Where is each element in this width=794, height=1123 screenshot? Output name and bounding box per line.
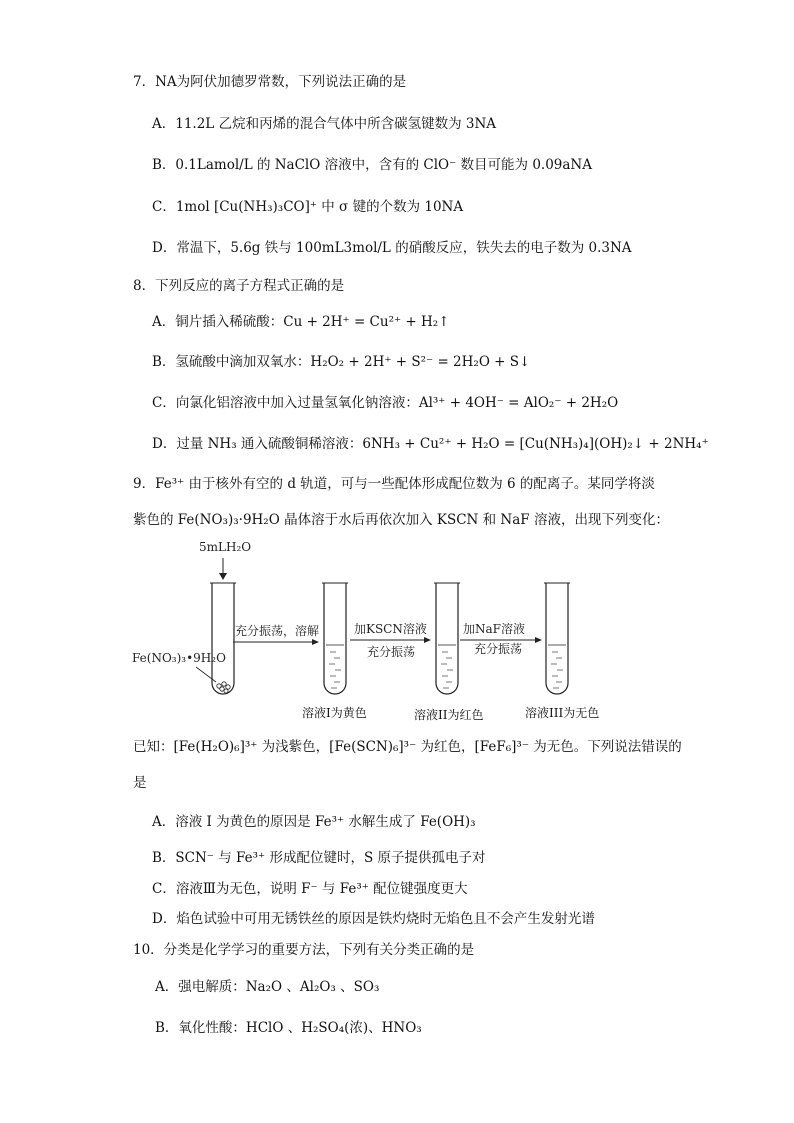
q7-option-b: B．0.1Lamol/L 的 NaClO 溶液中，含有的 ClO⁻ 数目可能为 0.09aNA <box>152 157 592 173</box>
test-tube-1 <box>210 583 236 694</box>
q8-option-a: A．铜片插入稀硫酸：Cu + 2H⁺ = Cu²⁺ + H₂↑ <box>152 314 450 330</box>
q10-stem: 10．分类是化学学习的重要方法，下列有关分类正确的是 <box>133 942 475 958</box>
q9-known-line1: 已知：[Fe(H₂O)₆]³⁺ 为浅紫色，[Fe(SCN)₆]³⁻ 为红色，[FeF₆]³⁻ 为无色。下列说法错误的 <box>133 739 682 755</box>
q8-option-b: B．氢硫酸中滴加双氧水：H₂O₂ + 2H⁺ + S²⁻ = 2H₂O + S↓ <box>152 354 531 370</box>
q9-option-d: D．焰色试验中可用无锈铁丝的原因是铁灼烧时无焰色且不会产生发射光谱 <box>152 911 595 927</box>
q9-known-line2: 是 <box>133 775 147 791</box>
q7-option-a: A．11.2L 乙烷和丙烯的混合气体中所含碳氢键数为 3NA <box>152 116 497 132</box>
q8-option-c: C．向氯化铝溶液中加入过量氢氧化钠溶液：Al³⁺ + 4OH⁻ = AlO₂⁻ + 2H₂O <box>152 395 619 411</box>
q9-stem-line1: 9．Fe³⁺ 由于核外有空的 d 轨道，可与一些配体形成配位数为 6 的配离子。某同学将淡 <box>133 476 655 492</box>
q9-option-a: A．溶液 I 为黄色的原因是 Fe³⁺ 水解生成了 Fe(OH)₃ <box>152 814 476 830</box>
q10-option-b: B．氧化性酸：HClO 、H₂SO₄(浓)、HNO₃ <box>155 1020 422 1036</box>
arrow2-top-label: 加KSCN溶液 <box>354 622 427 636</box>
water-label: 5mLH₂O <box>199 540 252 554</box>
q8-option-d: D．过量 NH₃ 通入硫酸铜稀溶液：6NH₃ + Cu²⁺ + H₂O = [Cu(NH₃)₄](OH)₂↓ + 2NH₄⁺ <box>152 436 709 452</box>
q9-stem-line2: 紫色的 Fe(NO₃)₃·9H₂O 晶体溶于水后再依次加入 KSCN 和 NaF 溶液，出现下列变化： <box>133 512 669 528</box>
tube3-label: 溶液III为无色 <box>525 706 600 720</box>
test-tube-2 <box>322 583 348 694</box>
q9-option-b: B．SCN⁻ 与 Fe³⁺ 形成配位键时，S 原子提供孤电子对 <box>152 850 486 866</box>
arrow3-bottom-label: 充分振荡 <box>474 642 523 656</box>
q7-option-d: D．常温下，5.6g 铁与 100mL3mol/L 的硝酸反应，铁失去的电子数为 0.3NA <box>152 240 632 256</box>
arrow1-label: 充分振荡，溶解 <box>235 624 320 638</box>
q9-option-c: C．溶液Ⅲ为无色，说明 F⁻ 与 Fe³⁺ 配位键强度更大 <box>152 881 468 897</box>
tube1-label: 溶液I为黄色 <box>302 706 367 720</box>
test-tube-4 <box>544 583 570 694</box>
arrow2-bottom-label: 充分振荡 <box>367 645 416 659</box>
q7-option-c: C．1mol [Cu(NH₃)₃CO]⁺ 中 σ 键的个数为 10NA <box>152 199 464 215</box>
q7-stem: 7．NA为阿伏加德罗常数，下列说法正确的是 <box>133 74 407 90</box>
arrow3-top-label: 加NaF溶液 <box>463 622 525 636</box>
q10-option-a: A．强电解质：Na₂O 、Al₂O₃ 、SO₃ <box>155 979 380 995</box>
test-tube-3 <box>434 583 460 694</box>
solid-label: Fe(NO₃)₃•9H₂O <box>132 651 226 665</box>
q8-stem: 8．下列反应的离子方程式正确的是 <box>133 278 345 294</box>
tube2-label: 溶液II为红色 <box>414 708 484 722</box>
